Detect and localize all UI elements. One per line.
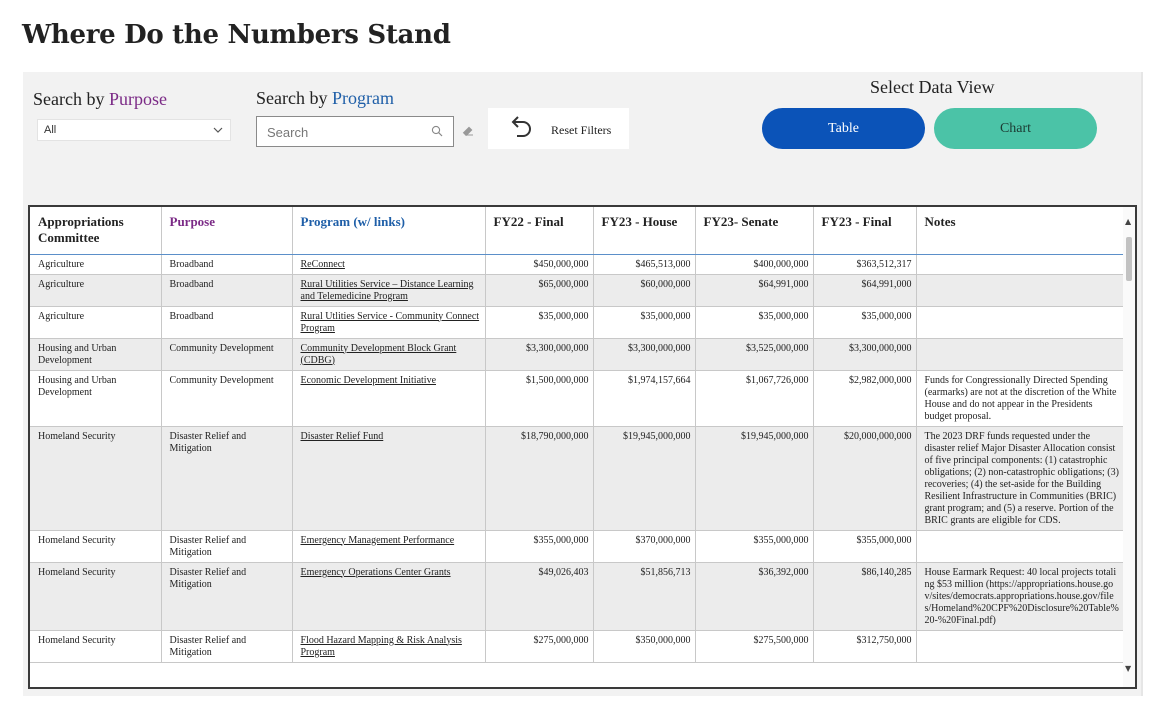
- cell-fy23-senate: $19,945,000,000: [695, 426, 813, 530]
- cell-fy23-house: $3,300,000,000: [593, 338, 695, 370]
- program-link[interactable]: Economic Development Initiative: [300, 374, 437, 386]
- cell-fy23-house: $19,945,000,000: [593, 426, 695, 530]
- purpose-select[interactable]: [37, 119, 231, 141]
- table-view-label: Table: [828, 120, 859, 136]
- reset-filters-label: Reset Filters: [551, 123, 612, 137]
- table-row: [30, 630, 1123, 662]
- cell-program: [292, 338, 485, 370]
- cell-committee: Homeland Security: [30, 530, 161, 562]
- eraser-icon[interactable]: [462, 124, 474, 136]
- chart-view-button[interactable]: [934, 108, 1097, 149]
- cell-fy22-final: $355,000,000: [485, 530, 593, 562]
- search-icon[interactable]: [431, 125, 443, 137]
- table-row: [30, 530, 1123, 562]
- cell-notes: [916, 530, 1123, 562]
- table-row: [30, 426, 1123, 530]
- cell-fy22-final: $1,500,000,000: [485, 370, 593, 426]
- cell-fy22-final: $3,300,000,000: [485, 338, 593, 370]
- header-committee[interactable]: Appropriations Committee: [30, 207, 161, 254]
- data-table: [30, 207, 1123, 663]
- header-fy23-final[interactable]: FY23 - Final: [813, 207, 916, 254]
- program-search-input[interactable]: [265, 124, 425, 140]
- header-fy22-final[interactable]: FY22 - Final: [485, 207, 593, 254]
- program-link[interactable]: Rural Utlities Service - Community Connect Program: [300, 310, 480, 334]
- cell-fy22-final: $65,000,000: [485, 274, 593, 306]
- cell-committee: Agriculture: [30, 306, 161, 338]
- cell-committee: Homeland Security: [30, 630, 161, 662]
- table-row: [30, 338, 1123, 370]
- cell-fy23-final: $2,982,000,000: [813, 370, 916, 426]
- select-view-label: Select Data View: [870, 77, 995, 97]
- cell-fy22-final: $49,026,403: [485, 562, 593, 630]
- purpose-filter-label: [33, 89, 167, 110]
- program-search-box: [256, 116, 454, 147]
- cell-purpose: Disaster Relief and Mitigation: [161, 530, 292, 562]
- cell-fy23-senate: $1,067,726,000: [695, 370, 813, 426]
- cell-fy23-final: $35,000,000: [813, 306, 916, 338]
- program-filter-word: Program: [331, 88, 394, 108]
- header-fy23-senate[interactable]: FY23- Senate: [695, 207, 813, 254]
- cell-purpose: Disaster Relief and Mitigation: [161, 426, 292, 530]
- program-link[interactable]: Emergency Management Performance: [300, 534, 455, 546]
- purpose-filter-word: Purpose: [108, 89, 167, 109]
- cell-committee: Housing and Urban Development: [30, 338, 161, 370]
- cell-fy23-senate: $64,991,000: [695, 274, 813, 306]
- cell-fy23-final: $20,000,000,000: [813, 426, 916, 530]
- purpose-filter-prefix: Search by: [33, 89, 109, 109]
- table-row: [30, 562, 1123, 630]
- cell-notes: [916, 274, 1123, 306]
- purpose-select-value: All: [44, 124, 57, 136]
- header-program[interactable]: Program (w/ links): [292, 207, 485, 254]
- cell-fy23-house: $350,000,000: [593, 630, 695, 662]
- cell-committee: Homeland Security: [30, 426, 161, 530]
- cell-committee: Agriculture: [30, 254, 161, 274]
- table-scrollbar[interactable]: [1123, 207, 1135, 687]
- cell-fy23-final: $64,991,000: [813, 274, 916, 306]
- table-row: [30, 274, 1123, 306]
- cell-notes: [916, 630, 1123, 662]
- cell-fy23-final: $363,512,317: [813, 254, 916, 274]
- cell-fy22-final: $18,790,000,000: [485, 426, 593, 530]
- cell-fy23-final: $3,300,000,000: [813, 338, 916, 370]
- cell-fy23-house: $370,000,000: [593, 530, 695, 562]
- cell-fy23-house: $60,000,000: [593, 274, 695, 306]
- program-filter-prefix: Search by: [256, 88, 332, 108]
- cell-program: [292, 306, 485, 338]
- cell-fy22-final: $275,000,000: [485, 630, 593, 662]
- cell-purpose: Community Development: [161, 338, 292, 370]
- header-fy23-house[interactable]: FY23 - House: [593, 207, 695, 254]
- cell-fy23-house: $1,974,157,664: [593, 370, 695, 426]
- program-link[interactable]: Flood Hazard Mapping & Risk Analysis Program: [300, 634, 462, 658]
- cell-fy22-final: $450,000,000: [485, 254, 593, 274]
- cell-fy23-house: $51,856,713: [593, 562, 695, 630]
- cell-fy23-house: $35,000,000: [593, 306, 695, 338]
- cell-fy23-final: $355,000,000: [813, 530, 916, 562]
- cell-notes: [916, 338, 1123, 370]
- cell-purpose: Broadband: [161, 254, 292, 274]
- header-notes[interactable]: Notes: [916, 207, 1123, 254]
- program-link[interactable]: Community Development Block Grant (CDBG): [300, 342, 457, 366]
- scroll-up-icon[interactable]: ▲: [1125, 217, 1132, 226]
- cell-purpose: Community Development: [161, 370, 292, 426]
- cell-program: [292, 254, 485, 274]
- cell-fy23-senate: $355,000,000: [695, 530, 813, 562]
- cell-program: [292, 630, 485, 662]
- reset-filters-button[interactable]: [488, 108, 629, 149]
- cell-fy23-senate: $36,392,000: [695, 562, 813, 630]
- cell-fy23-final: $312,750,000: [813, 630, 916, 662]
- table-view-button[interactable]: [762, 108, 925, 149]
- cell-fy23-senate: $275,500,000: [695, 630, 813, 662]
- undo-icon: [506, 116, 534, 142]
- cell-program: [292, 370, 485, 426]
- cell-fy23-senate: $400,000,000: [695, 254, 813, 274]
- table-row: [30, 370, 1123, 426]
- cell-notes: Funds for Congressionally Directed Spending (earmarks) are not at the discretion of the White House and do not appear in the Presidents budget proposal.: [916, 370, 1123, 426]
- cell-fy23-final: $86,140,285: [813, 562, 916, 630]
- program-link[interactable]: Rural Utilities Service – Distance Learning and Telemedicine Program: [300, 278, 474, 302]
- cell-notes: The 2023 DRF funds requested under the disaster relief Major Disaster Allocation consist of five principal components: (1) catastrophic obligations; (2) non-catastrophic obligations; (3) recoveries; (4) the set-aside for the Building Resilient Infrastructure in Communities (BRIC) grant program; and (5) a reserve. Portion of the BRIC grants are eligible for CDS.: [916, 426, 1123, 530]
- cell-purpose: Disaster Relief and Mitigation: [161, 562, 292, 630]
- chart-view-label: Chart: [999, 120, 1032, 136]
- program-link[interactable]: ReConnect: [300, 258, 345, 270]
- cell-purpose: Broadband: [161, 306, 292, 338]
- cell-notes: [916, 306, 1123, 338]
- scroll-down-icon[interactable]: ▼: [1125, 664, 1132, 673]
- cell-notes: [916, 254, 1123, 274]
- program-filter-label: [256, 88, 394, 109]
- cell-committee: Agriculture: [30, 274, 161, 306]
- panel-edge: [1141, 72, 1143, 696]
- data-table-container: [28, 205, 1137, 689]
- cell-committee: Homeland Security: [30, 562, 161, 630]
- table-header-row: [30, 207, 1123, 254]
- cell-program: [292, 562, 485, 630]
- scrollbar-thumb[interactable]: [1126, 237, 1132, 281]
- cell-purpose: Disaster Relief and Mitigation: [161, 630, 292, 662]
- cell-fy23-senate: $35,000,000: [695, 306, 813, 338]
- page-title: Where Do the Numbers Stand: [22, 20, 451, 50]
- cell-fy23-house: $465,513,000: [593, 254, 695, 274]
- cell-program: [292, 274, 485, 306]
- cell-program: [292, 530, 485, 562]
- table-row: [30, 254, 1123, 274]
- program-link[interactable]: Emergency Operations Center Grants: [300, 566, 451, 578]
- header-purpose[interactable]: Purpose: [161, 207, 292, 254]
- cell-committee: Housing and Urban Development: [30, 370, 161, 426]
- cell-purpose: Broadband: [161, 274, 292, 306]
- program-link[interactable]: Disaster Relief Fund: [300, 430, 384, 442]
- table-row: [30, 306, 1123, 338]
- cell-fy23-senate: $3,525,000,000: [695, 338, 813, 370]
- chevron-down-icon: [212, 124, 224, 136]
- cell-fy22-final: $35,000,000: [485, 306, 593, 338]
- cell-notes: House Earmark Request: 40 local projects totaling $53 million (https://appropriations.house.gov/sites/democrats.appropriations.house.gov/files/Homeland%20CPF%20Disclosure%20Table%20-%20Final.pdf): [916, 562, 1123, 630]
- cell-program: [292, 426, 485, 530]
